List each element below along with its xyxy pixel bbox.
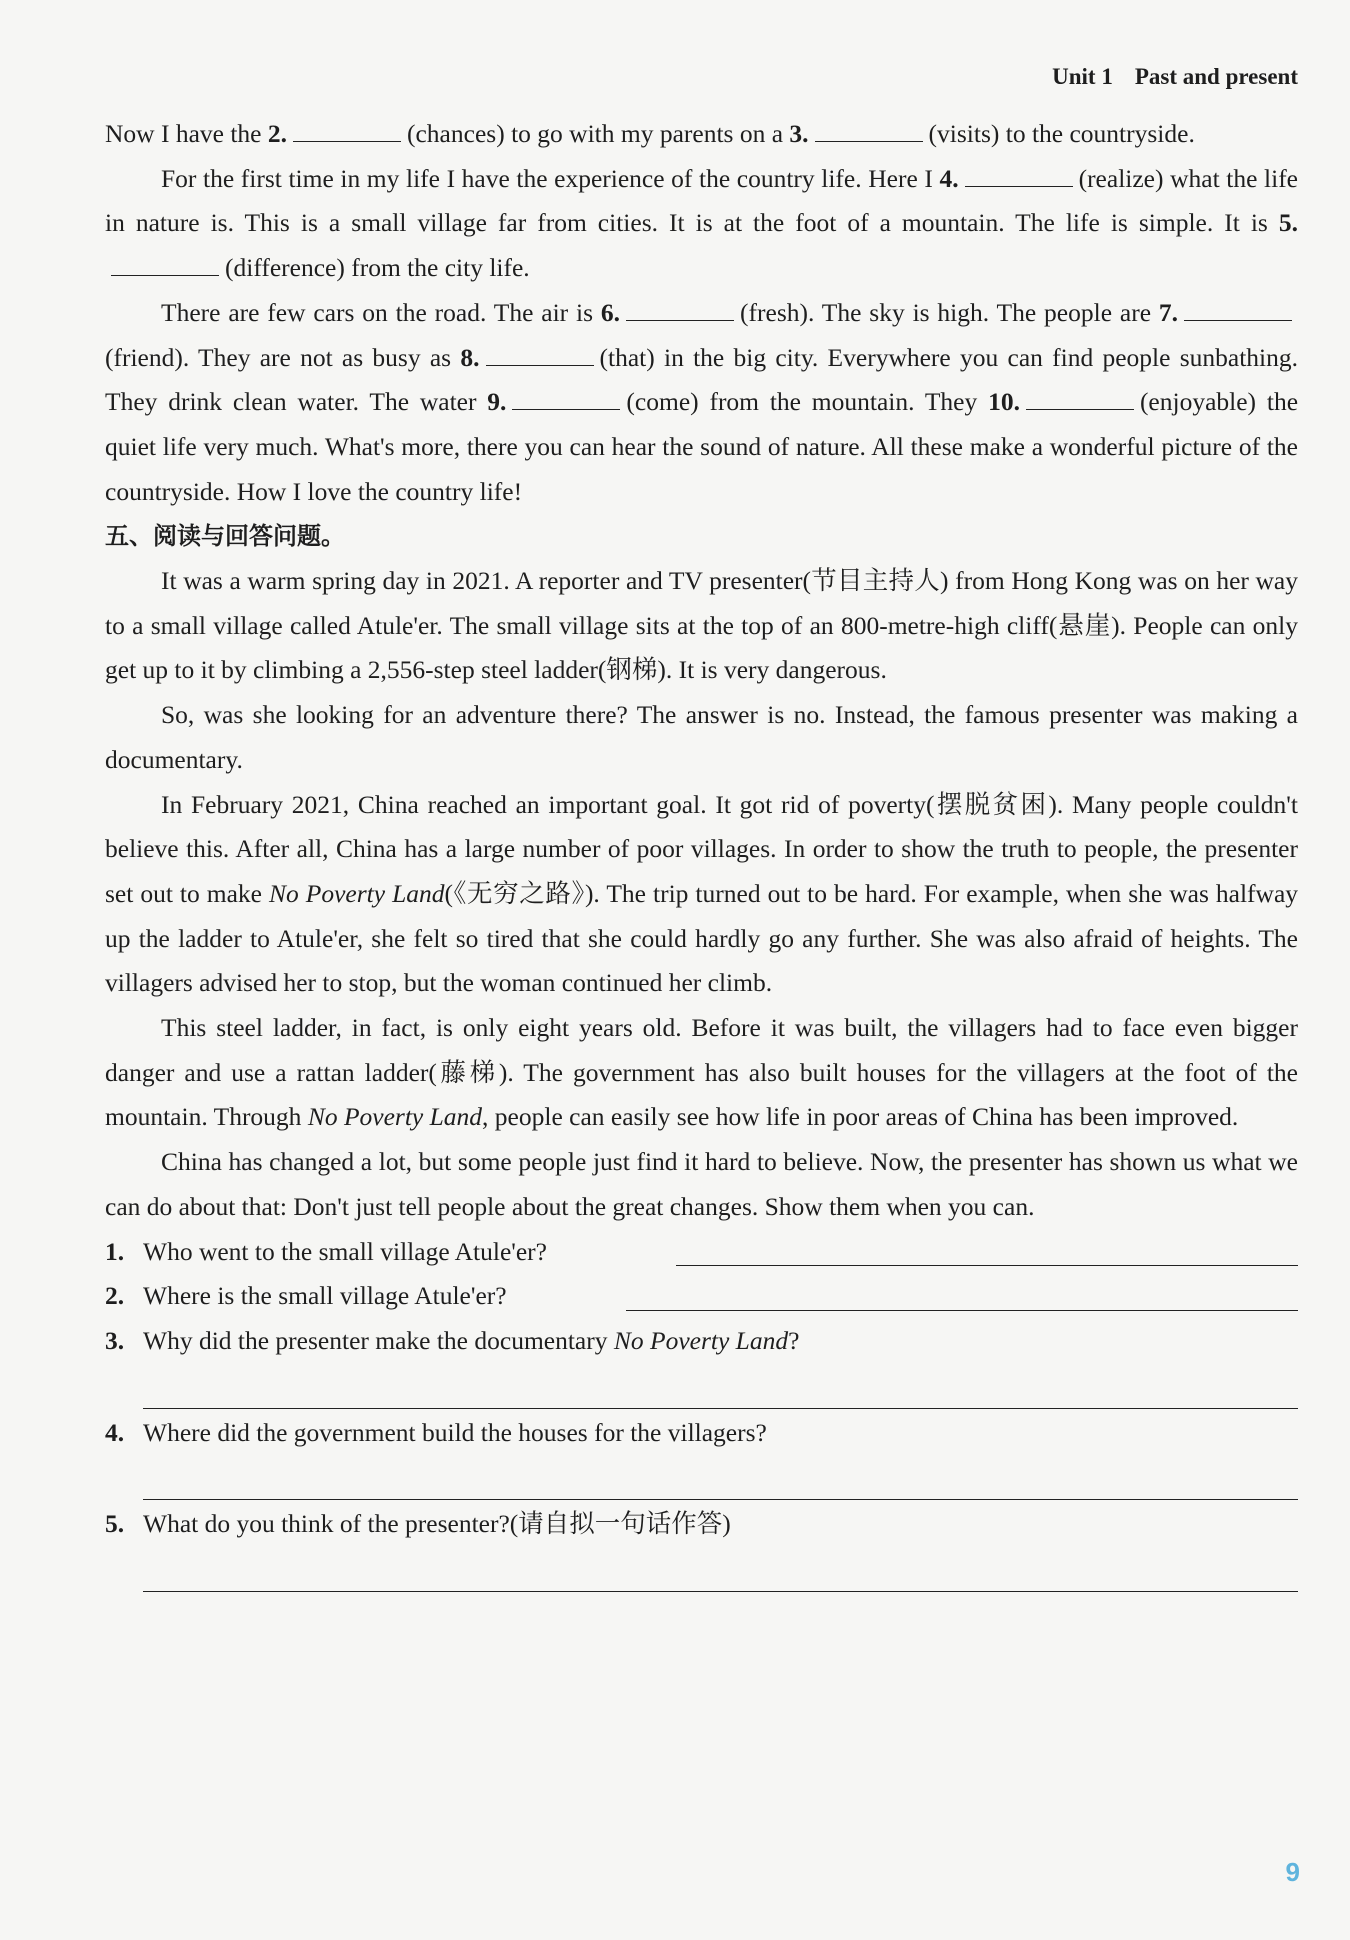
reading-paragraph: China has changed a lot, but some people just find it hard to believe. Now, the presenter has shown us what we can do about that: Don't just tell people about the great changes. Show them when you can. [105, 1147, 1298, 1221]
running-header [1052, 64, 1298, 90]
answer-line[interactable] [676, 1265, 1298, 1266]
reading-paragraph: It was a warm spring day in 2021. A reporter and TV presenter(节目主持人) from Hong Kong was on her way to a small village called Atule'er. The small village sits at the top of an 800-metre-high cliff(悬崖). People can only get up to it by climbing a 2,556-step steel ladder(钢梯). It is very dangerous. [105, 566, 1298, 685]
header-title: Past and present [1134, 64, 1298, 89]
question-5: 5. What do you think of the presenter?(请自拟一句话作答) [105, 1509, 731, 1539]
reading-paragraph: This steel ladder, in fact, is only eight years old. Before it was built, the villagers had to face even bigger danger and use a rattan ladder(藤梯). The government has also built houses for the villagers at the foot of the mountain. Through No Poverty Land, people can easily see how life in poor areas of China has been improved. [105, 1013, 1298, 1132]
section-title: 五、阅读与回答问题。 [105, 522, 345, 551]
answer-blank[interactable] [512, 387, 620, 410]
answer-blank[interactable] [626, 298, 734, 321]
answer-blank[interactable] [293, 119, 401, 142]
documentary-title: No Poverty Land [269, 878, 445, 908]
answer-blank[interactable] [111, 253, 219, 276]
reading-paragraph: So, was she looking for an adventure there? The answer is no. Instead, the famous presenter was making a documentary. [105, 700, 1298, 774]
answer-line[interactable] [143, 1455, 1298, 1500]
passage-paragraph: There are few cars on the road. The air is 6. (fresh). The sky is high. The people are 7.(friend). They are not as busy as 8. (that) in the big city. Everywhere you can find people sunbathing. They drink clean water. The water 9. (come) from the mountain. They 10. (enjoyable) the quiet life very much. What's more, there you can hear the sound of nature. All these make a wonderful picture of the countryside. How I love the country life! [105, 297, 1299, 506]
answer-line[interactable] [143, 1364, 1298, 1409]
page-number: 9 [1285, 1857, 1300, 1887]
question-4: 4. Where did the government build the houses for the villagers? [105, 1417, 767, 1447]
answer-blank[interactable] [815, 119, 923, 142]
passage-paragraph: Now I have the 2. (chances) to go with my parents on a 3. (visits) to the countryside. [105, 119, 1195, 148]
question-3: 3. Why did the presenter make the documentary No Poverty Land? [105, 1325, 800, 1355]
answer-blank[interactable] [1026, 387, 1134, 410]
question-2: 2. Where is the small village Atule'er? [105, 1274, 1298, 1319]
answer-line[interactable] [626, 1310, 1298, 1311]
question-1: 1. Who went to the small village Atule'er? [105, 1230, 1298, 1275]
passage-paragraph: For the first time in my life I have the experience of the country life. Here I 4. (realize) what the life in nature is. This is a small village far from cities. It is at the foot of a mountain. The life is simple. It is 5.(difference) from the city life. [105, 163, 1299, 283]
header-unit: Unit 1 [1052, 64, 1113, 89]
answer-blank[interactable] [965, 164, 1073, 187]
documentary-title: No Poverty Land [307, 1102, 483, 1132]
answer-blank[interactable] [1184, 298, 1292, 321]
page-content [105, 112, 1298, 1594]
reading-paragraph: In February 2021, China reached an important goal. It got rid of poverty(摆脱贫困). Many people couldn't believe this. After all, China has a large number of poor villages. In order to show the truth to people, the presenter set out to make No Poverty Land(《无穷之路》). The trip turned out to be hard. For example, when she was halfway up the ladder to Atule'er, she felt so tired that she could hardly go any further. She was also afraid of heights. The villagers advised her to stop, but the woman continued her climb. [105, 789, 1299, 998]
answer-line[interactable] [143, 1547, 1298, 1592]
answer-blank[interactable] [486, 343, 594, 366]
